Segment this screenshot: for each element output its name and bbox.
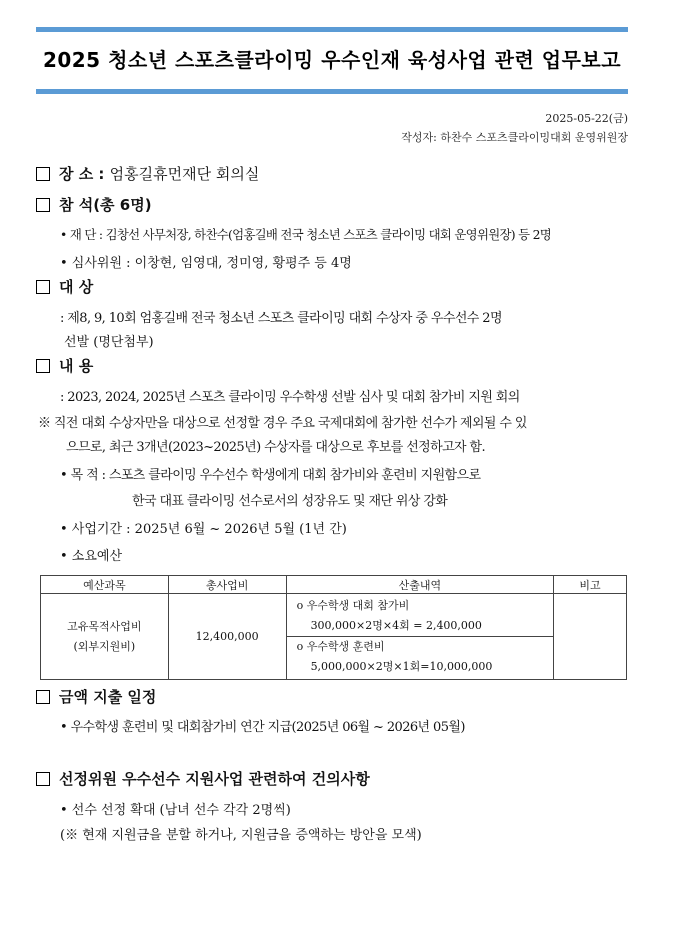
attendees-label: 참 석(총 6명) <box>59 196 152 214</box>
payment-line-1: • 우수학생 훈련비 및 대회참가비 연간 지급(2025년 06월 ~ 2026년 05월) <box>60 720 465 735</box>
budget-item-training-calc: 5,000,000×2명×1회=10,000,000 <box>310 660 493 673</box>
suggestion-label: 선정위원 우수선수 지원사업 관련하여 건의사항 <box>59 770 370 788</box>
target-line-1: : 제8, 9, 10회 엄홍길배 전국 청소년 스포츠 클라이밍 대회 수상자 중 우수선수 2명 <box>60 311 502 326</box>
content-note-2: 으므로, 최근 3개년(2023~2025년) 수상자를 대상으로 후보를 선정하고자 함. <box>66 440 486 455</box>
section-content <box>36 355 93 376</box>
venue-value: 엄홍길휴먼재단 회의실 <box>109 165 260 183</box>
budget-item-training: o 우수학생 훈련비 <box>296 640 385 653</box>
budget-header-calculation: 산출내역 <box>286 576 554 594</box>
checkbox-square-icon <box>36 772 50 786</box>
content-period: • 사업기간 : 2025년 6월 ~ 2026년 5월 (1년 간) <box>60 522 347 537</box>
budget-header-remark: 비고 <box>554 576 627 594</box>
budget-total: 12,400,000 <box>168 594 286 680</box>
budget-subject: 고유목적사업비 <box>67 619 142 633</box>
budget-subject-detail: (외부지원비) <box>73 639 136 653</box>
checkbox-square-icon <box>36 359 50 373</box>
venue-label: 장 소 : <box>59 165 105 183</box>
section-venue <box>36 163 259 184</box>
section-target <box>36 276 93 297</box>
content-purpose-1: • 목 적 : 스포츠 클라이밍 우수선수 학생에게 대회 참가비와 훈련비 지원함으로 <box>60 468 481 483</box>
report-date: 2025-05-22(금) <box>545 112 628 125</box>
title-bottom-rule <box>36 89 628 94</box>
content-line-1: : 2023, 2024, 2025년 스포츠 클라이밍 우수학생 선발 심사 및 대회 참가비 지원 회의 <box>60 390 520 405</box>
checkbox-square-icon <box>36 690 50 704</box>
content-purpose-2: 한국 대표 클라이밍 선수로서의 성장유도 및 재단 위상 강화 <box>132 494 448 509</box>
checkbox-square-icon <box>36 280 50 294</box>
attendees-foundation: • 재 단 : 김창선 사무처장, 하찬수(엄홍길배 전국 청소년 스포츠 클라이밍 대회 운영위원장) 등 2명 <box>60 227 552 242</box>
budget-header-total: 총사업비 <box>168 576 286 594</box>
attendees-reviewers: • 심사위원 : 이창현, 임영대, 정미영, 황평주 등 4명 <box>60 256 352 271</box>
section-payment <box>36 686 156 707</box>
suggestion-line-1: • 선수 선정 확대 (남녀 선수 각각 2명씩) <box>60 803 291 818</box>
budget-table-row <box>41 594 627 680</box>
budget-item-entry-fee: o 우수학생 대회 참가비 <box>296 599 410 612</box>
section-attendees <box>36 194 152 215</box>
target-line-2: 선발 (명단첨부) <box>64 335 154 350</box>
payment-label: 금액 지출 일정 <box>59 688 157 706</box>
budget-table <box>40 575 627 680</box>
content-label: 내 용 <box>59 357 94 375</box>
budget-remark <box>554 594 627 680</box>
content-budget-label: • 소요예산 <box>60 549 123 564</box>
section-suggestion <box>36 768 370 789</box>
document-title: 2025 청소년 스포츠클라이밍 우수인재 육성사업 관련 업무보고 <box>42 48 622 72</box>
suggestion-line-2: (※ 현재 지원금을 분할 하거나, 지원금을 증액하는 방안을 모색) <box>60 828 422 843</box>
target-label: 대 상 <box>59 278 94 296</box>
content-note-1: ※ 직전 대회 수상자만을 대상으로 선정할 경우 주요 국제대회에 참가한 선수가 제외될 수 있 <box>38 416 527 431</box>
budget-table-header-row <box>41 576 627 594</box>
budget-item-entry-fee-calc: 300,000×2명×4회 = 2,400,000 <box>310 619 482 632</box>
budget-calculation-cell <box>286 594 554 680</box>
budget-header-subject: 예산과목 <box>41 576 169 594</box>
budget-subject-cell <box>41 594 169 680</box>
report-author: 작성자: 하찬수 스포츠클라이밍대회 운영위원장 <box>401 131 628 144</box>
title-top-rule <box>36 27 628 32</box>
checkbox-square-icon <box>36 198 50 212</box>
checkbox-square-icon <box>36 167 50 181</box>
